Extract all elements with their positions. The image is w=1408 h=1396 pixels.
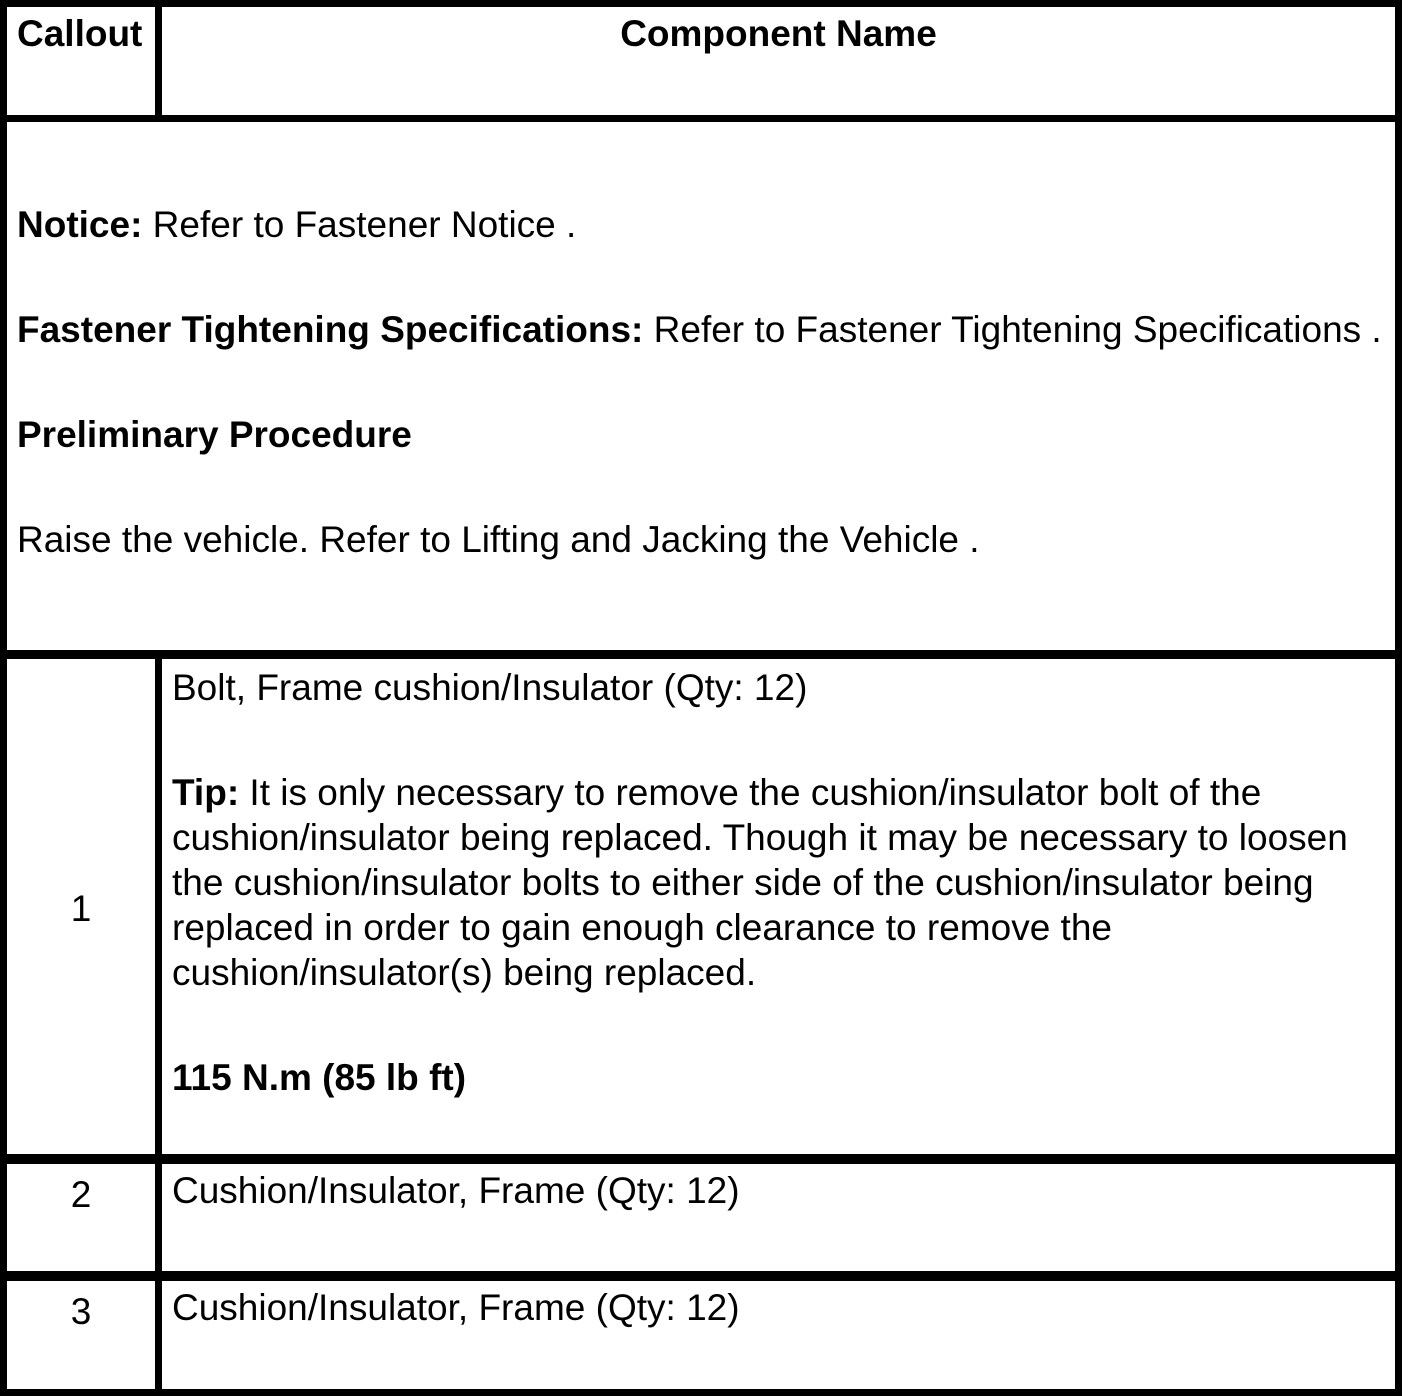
preliminary-procedure-heading: Preliminary Procedure [17, 414, 412, 455]
component-cell [159, 655, 1399, 1160]
notice-paragraph [17, 202, 1385, 247]
component-name-text: Bolt, Frame cushion/Insulator (Qty: 12) [172, 667, 808, 708]
fastener-spec-paragraph [17, 307, 1385, 352]
tip-paragraph [172, 770, 1385, 995]
component-cell [159, 1159, 1399, 1276]
component-name-text: Cushion/Insulator, Frame (Qty: 12) [172, 1287, 740, 1328]
raise-vehicle-paragraph: Raise the vehicle. Refer to Lifting and Jacking the Vehicle . [17, 519, 980, 560]
notice-row [4, 119, 1399, 655]
component-cell [159, 1276, 1399, 1393]
component-name-text: Cushion/Insulator, Frame (Qty: 12) [172, 1170, 740, 1211]
callout-number: 3 [4, 1276, 159, 1393]
callout-column-header: Callout [4, 4, 159, 119]
tip-label: Tip: [172, 772, 240, 813]
callout-number: 2 [4, 1159, 159, 1276]
table-row [4, 655, 1399, 1160]
notice-label: Notice: [17, 204, 143, 245]
fastener-spec-label: Fastener Tightening Specifications: [17, 309, 644, 350]
callout-number: 1 [4, 655, 159, 1160]
tip-text: It is only necessary to remove the cushion/insulator bolt of the cushion/insulator being replaced. Though it may be necessary to loosen the cushion/insulator bolts to either side of the cushion/insulator being replaced in order to gain enough clearance to remove the cushion/insulator(s) being replaced. [172, 772, 1348, 993]
table-header-row [4, 4, 1399, 119]
notice-cell [4, 119, 1399, 655]
table-row [4, 1159, 1399, 1276]
component-name-column-header: Component Name [159, 4, 1399, 119]
torque-spec: 115 N.m (85 lb ft) [172, 1057, 467, 1098]
notice-text: Refer to Fastener Notice . [142, 204, 577, 245]
fastener-spec-text: Refer to Fastener Tightening Specifications . [643, 309, 1382, 350]
table-row [4, 1276, 1399, 1393]
